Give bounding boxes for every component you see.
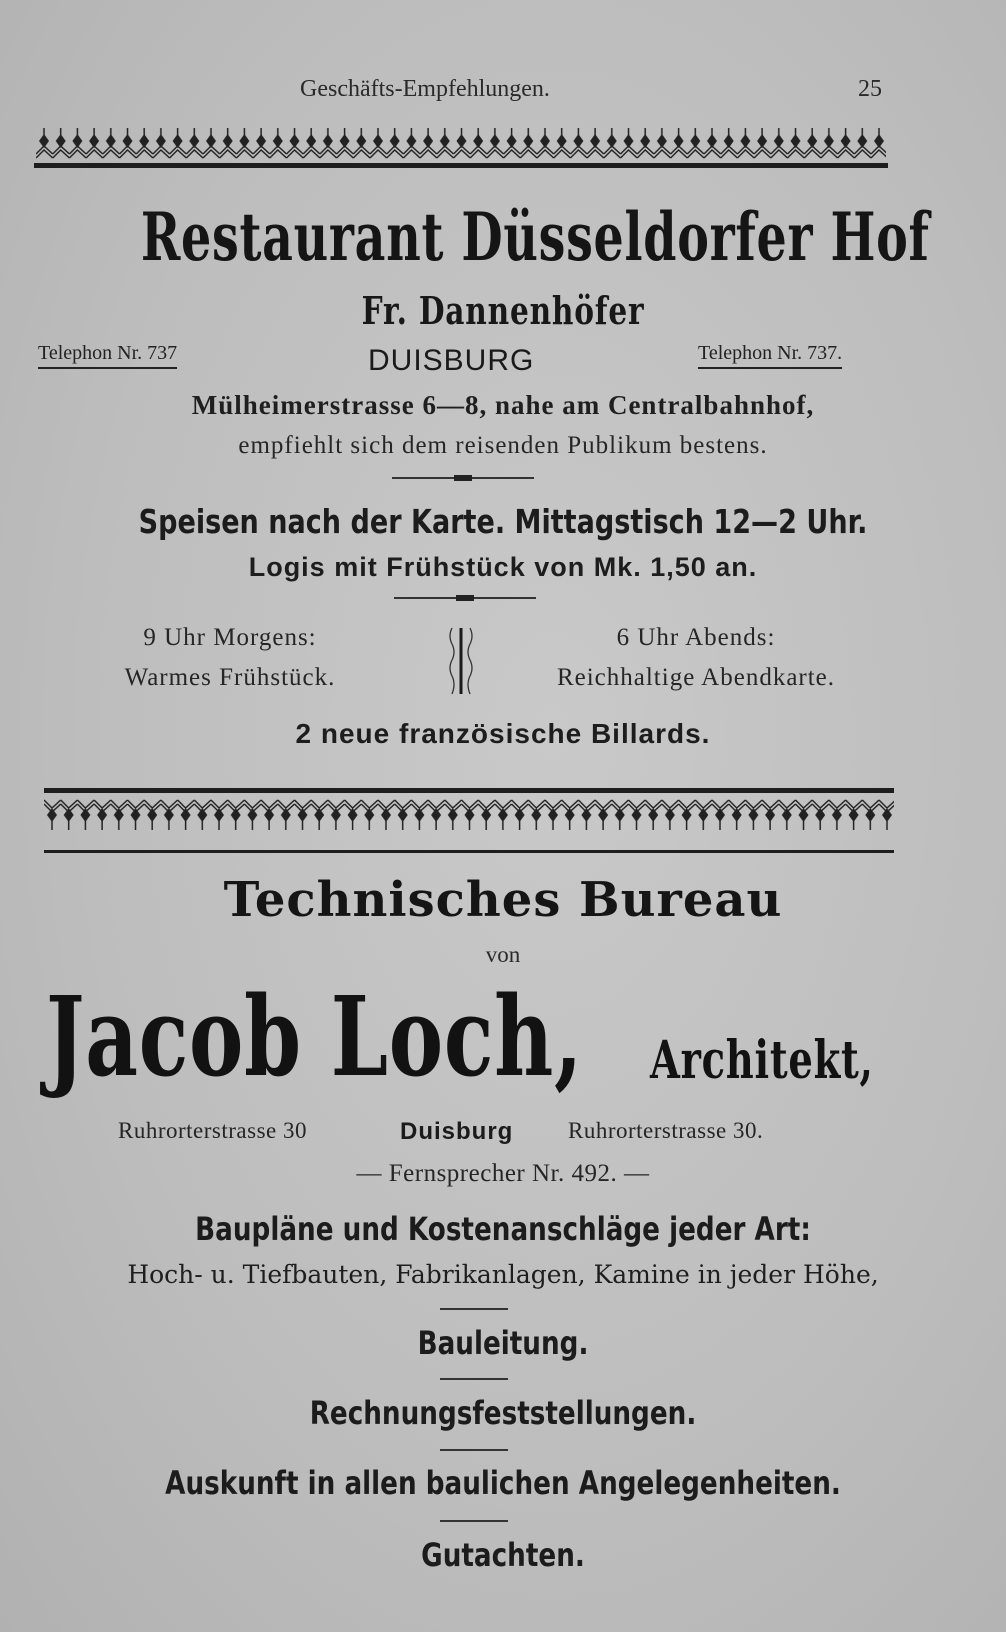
street-right: Ruhrorterstrasse 30. — [568, 1118, 764, 1143]
page-number: 25 — [858, 76, 882, 102]
top-ornament-border — [36, 126, 886, 166]
middle-rule-top — [44, 788, 894, 793]
short-divider — [440, 1520, 508, 1522]
evening-time: 6 Uhr Abends: — [616, 624, 776, 651]
restaurant-recommendation: empfiehlt sich dem reisenden Publikum bestens. — [238, 432, 768, 459]
telephone-right: Telephon Nr. 737. — [698, 342, 842, 369]
running-title: Geschäfts-Empfehlungen. — [300, 76, 550, 102]
service-gutachten: Gutachten. — [421, 1536, 585, 1574]
ornament-divider — [394, 597, 536, 599]
bureau-phone: — Fernsprecher Nr. 492. — — [356, 1160, 650, 1187]
street-left: Ruhrorterstrasse 30 — [118, 1118, 307, 1143]
restaurant-address: Mülheimerstrasse 6—8, nahe am Centralbahnhof, — [191, 390, 815, 420]
evening-offer: Reichhaltige Abendkarte. — [556, 664, 836, 691]
architect-profession: Architekt, — [650, 1030, 874, 1091]
restaurant-city: DUISBURG — [368, 344, 535, 377]
bureau-von: von — [485, 942, 521, 967]
services-list: Hoch- u. Tiefbauten, Fabrikanlagen, Kamine in jeder Höhe, — [127, 1260, 879, 1289]
billiards-line: 2 neue französische Billards. — [295, 718, 711, 749]
top-rule — [34, 163, 888, 168]
proprietor-name: Fr. Dannenhöfer — [361, 288, 645, 333]
menu-line: Speisen nach der Karte. Mittagstisch 12—2 Uhr. — [138, 502, 868, 541]
middle-rule-bottom — [44, 850, 894, 853]
bureau-title: Technisches Bureau — [223, 872, 783, 928]
service-bauleitung: Bauleitung. — [417, 1324, 589, 1362]
service-auskunft: Auskunft in allen baulichen Angelegenheiten. — [165, 1464, 841, 1502]
column-separator — [444, 626, 478, 696]
lodging-line: Logis mit Frühstück von Mk. 1,50 an. — [248, 552, 758, 582]
short-divider — [440, 1378, 508, 1380]
ornament-divider — [392, 477, 534, 479]
short-divider — [440, 1449, 508, 1451]
service-rechnungsfeststellungen: Rechnungsfeststellungen. — [309, 1394, 697, 1432]
bureau-city: Duisburg — [400, 1118, 514, 1145]
services-heading: Baupläne und Kostenanschläge jeder Art: — [195, 1210, 811, 1248]
middle-ornament-border — [44, 796, 894, 836]
architect-name: Jacob Loch, — [46, 972, 584, 1101]
telephone-left: Telephon Nr. 737 — [38, 342, 177, 369]
morning-offer: Warmes Frühstück. — [124, 664, 336, 691]
morning-time: 9 Uhr Morgens: — [143, 624, 317, 651]
restaurant-title: Restaurant Düsseldorfer Hof — [140, 198, 930, 276]
short-divider — [440, 1308, 508, 1310]
